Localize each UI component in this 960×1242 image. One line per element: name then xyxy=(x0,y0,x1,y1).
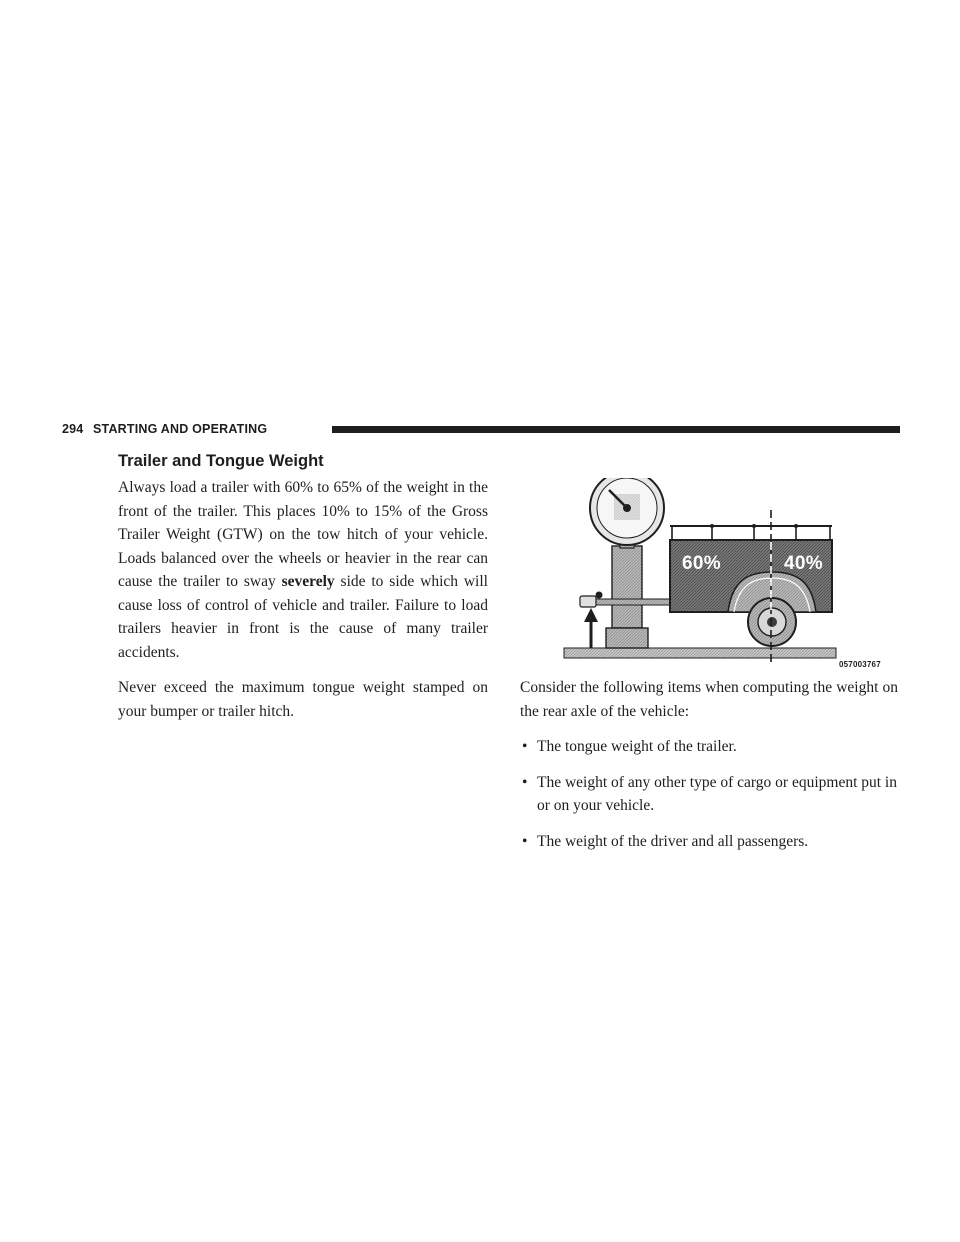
front-weight-label: 60% xyxy=(682,553,721,574)
bullet-marker: • xyxy=(522,738,528,755)
hitch-ball xyxy=(596,592,603,599)
list-item xyxy=(520,771,898,818)
list-item-text: The tongue weight of the trailer. xyxy=(537,738,737,755)
hitch-coupler xyxy=(580,596,596,607)
bullet-marker: • xyxy=(522,832,528,850)
trailer-weight-illustration xyxy=(562,478,902,672)
rear-weight-label: 40% xyxy=(784,553,823,574)
paragraph-loading-part-2: side to side which will cause loss of control of vehicle and trailer. Failure to load trailers heavier in front is the cause of many trailer accidents. xyxy=(118,573,488,661)
scale-column xyxy=(612,546,642,628)
section-name: STARTING AND OPERATING xyxy=(93,422,268,436)
paragraph-tongue-limit: Never exceed the maximum tongue weight stamped on your bumper or trailer hitch. xyxy=(118,679,488,720)
list-item xyxy=(520,830,898,854)
support-arrow-head xyxy=(584,608,598,622)
gauge-hub xyxy=(623,504,631,512)
paragraph-rear-axle: Consider the following items when computing the weight on the rear axle of the vehicle: xyxy=(520,679,898,720)
figure-reference-code: 057003767 xyxy=(839,660,881,669)
page-number: 294 xyxy=(62,422,84,436)
section-title: Trailer and Tongue Weight xyxy=(118,452,324,470)
paragraph-loading-part-1: Always load a trailer with 60% to 65% of the weight in the front of the trailer. This places 10% to 15% of the Gross Trailer Weight (GTW) on the tow hitch of your vehicle. Loads balanced over the wheels or heavier in the rear can cause the trailer to sway xyxy=(118,479,488,590)
emphasis-severely: severely xyxy=(281,573,335,590)
tongue-bar xyxy=(594,599,670,605)
right-column xyxy=(520,676,898,865)
list-item xyxy=(520,735,898,759)
header-rule xyxy=(332,426,900,433)
paragraph-loading xyxy=(118,476,488,664)
rear-axle-items xyxy=(520,735,898,853)
wheel-hub xyxy=(767,617,777,627)
running-header xyxy=(62,418,900,442)
trailer-scale-drawing xyxy=(562,478,902,672)
list-item-text: The weight of the driver and all passengers. xyxy=(537,832,809,850)
left-column xyxy=(118,476,488,735)
list-item-text: The weight of any other type of cargo or equipment put in or on your vehicle. xyxy=(537,773,897,814)
ground-strip xyxy=(564,648,836,658)
bullet-marker: • xyxy=(522,773,528,791)
scale-base xyxy=(606,628,648,648)
